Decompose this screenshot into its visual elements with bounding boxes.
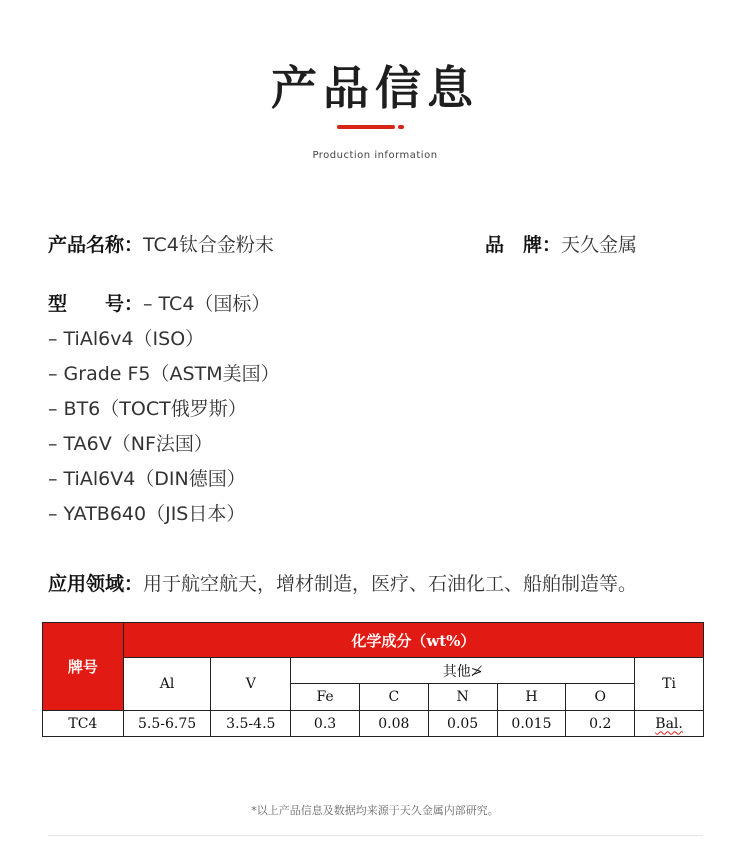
value-cell: 5.5-6.75 — [123, 711, 211, 737]
product-name-label: 产品名称： — [48, 234, 144, 256]
brand-label: 品 牌： — [485, 234, 562, 256]
value-cell: 0.05 — [428, 711, 497, 737]
page-title: 产品信息 — [271, 61, 479, 115]
model-row — [48, 289, 270, 316]
column-header: Fe — [291, 684, 360, 711]
column-header: O — [566, 684, 635, 711]
footer-note: *以上产品信息及数据均来源于天久金属内部研究。 — [251, 804, 499, 817]
grade-cell: TC4 — [43, 711, 124, 737]
model-value: – TC4（国标） — [143, 293, 271, 315]
value-cell: 0.015 — [497, 711, 566, 737]
brand-value: 天久金属 — [561, 234, 638, 256]
column-header: N — [428, 684, 497, 711]
brand-row — [485, 230, 637, 257]
title-accent-bar — [337, 125, 395, 129]
application-value: 用于航空航天，增材制造，医疗、石油化工、船舶制造等。 — [143, 573, 638, 595]
model-item: – TiAl6v4（ISO） — [48, 328, 205, 350]
model-item: – TA6V（NF法国） — [48, 433, 213, 455]
value-cell: Bal. — [635, 711, 704, 737]
table-row — [43, 711, 704, 737]
product-name-row — [48, 230, 274, 257]
chemical-composition-header: 化学成分（wt%） — [123, 623, 703, 658]
application-row — [48, 569, 637, 596]
title-accent-dot — [398, 125, 404, 129]
column-header: Ti — [635, 658, 704, 711]
value-cell: 3.5-4.5 — [211, 711, 291, 737]
value-cell: 0.2 — [566, 711, 635, 737]
product-name-value: TC4钛合金粉末 — [143, 234, 274, 256]
value-cell: 0.3 — [291, 711, 360, 737]
column-header: C — [359, 684, 428, 711]
bottom-divider — [48, 835, 703, 836]
other-elements-header: 其他≯ — [291, 658, 635, 684]
model-item: – TiAl6V4（DIN德国） — [48, 468, 246, 490]
application-label: 应用领域： — [48, 573, 144, 595]
model-item: – YATB640（JIS日本） — [48, 503, 246, 525]
page-subtitle: Production information — [312, 150, 438, 161]
model-label: 型 号： — [48, 293, 144, 315]
model-item: – BT6（TOCT俄罗斯） — [48, 398, 247, 420]
column-header: Al — [123, 658, 211, 711]
column-header: H — [497, 684, 566, 711]
composition-table — [42, 622, 704, 737]
grade-header: 牌号 — [43, 623, 124, 711]
model-item: – Grade F5（ASTM美国） — [48, 363, 280, 385]
column-header: V — [211, 658, 291, 711]
value-cell: 0.08 — [359, 711, 428, 737]
